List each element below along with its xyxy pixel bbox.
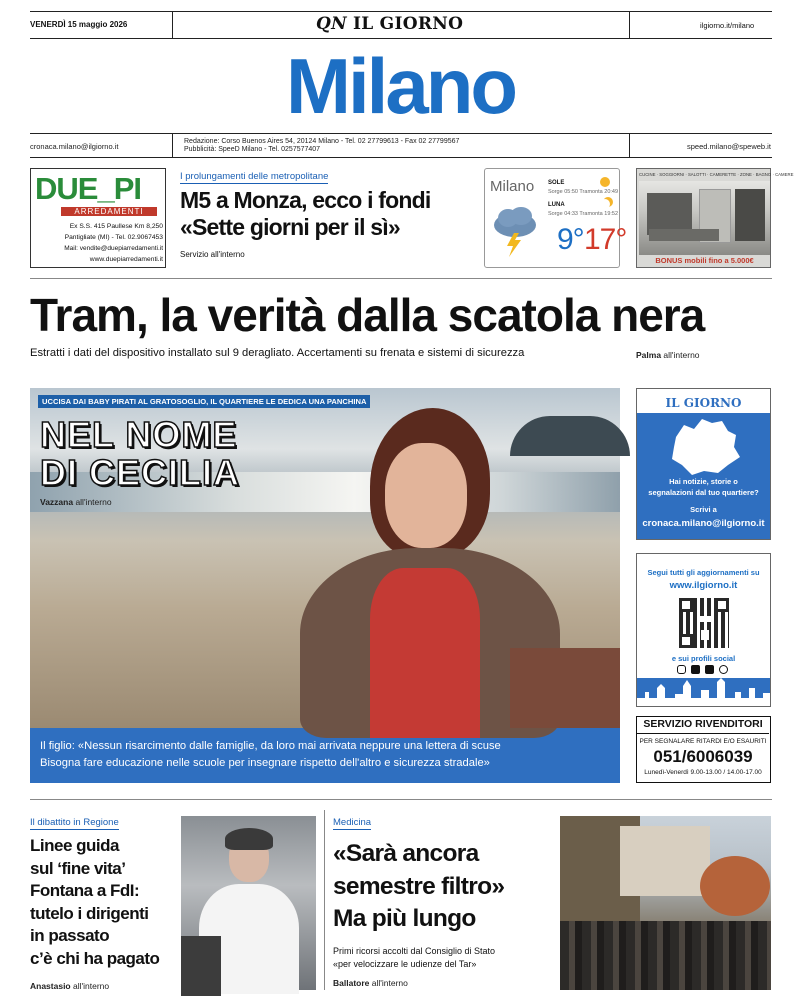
bottom-right-sub-line1: Primi ricorsi accolti dal Consiglio di Stato bbox=[333, 945, 496, 956]
sole-label: SOLE bbox=[548, 180, 565, 186]
redazione-line2: Pubblicità: SpeeD Milano - Tel. 0257577407 bbox=[184, 146, 321, 153]
promo-social[interactable] bbox=[636, 553, 771, 707]
bottom-right-kicker: Medicina bbox=[333, 817, 372, 828]
email-right[interactable]: speed.milano@speweb.it bbox=[687, 142, 771, 151]
top-story-kicker: I prolungamenti delle metropolitane bbox=[180, 171, 329, 182]
feature-caption-line1: Il figlio: «Nessun risarcimento dalle famiglie, da loro mai arrivata neppure una lettera di scuse bbox=[40, 740, 501, 752]
masthead-title: Milano bbox=[286, 42, 515, 130]
social-icons bbox=[677, 665, 737, 675]
duepi-line: Pantigliate (MI) - Tel. 02.9067453 bbox=[64, 234, 163, 241]
main-byline bbox=[636, 350, 700, 360]
facebook-icon[interactable] bbox=[691, 665, 700, 674]
promo-giorno[interactable] bbox=[636, 388, 771, 540]
bottom-left-headline[interactable] bbox=[30, 835, 175, 970]
sun-icon bbox=[600, 177, 610, 187]
promo-text3: Scrivi a bbox=[690, 505, 717, 514]
kitchen-ad-text: CUCINE · SOGGIORNI · SALOTTI · CAMERETTE · ZONE · BAGNO · CAMERE bbox=[639, 172, 794, 177]
brand-qn: QN bbox=[316, 14, 347, 34]
ad-duepi[interactable] bbox=[30, 168, 166, 268]
temp-max: 17° bbox=[584, 223, 627, 256]
social-site[interactable]: www.ilgiorno.it bbox=[669, 580, 738, 591]
weather-city: Milano bbox=[490, 178, 535, 195]
headline-line: semestre filtro» bbox=[333, 872, 505, 900]
bottom-right-sub-line2: «per velocizzare le udienze del Tar» bbox=[333, 958, 477, 969]
duepi-line: Ex S.S. 415 Paullese Km 8,250 bbox=[69, 223, 163, 230]
top-story-footer: Servizio all'interno bbox=[180, 250, 245, 259]
main-byline-name: Palma bbox=[636, 350, 662, 360]
headline-line: in passato bbox=[30, 926, 110, 945]
feature-title-line1: NEL NOME bbox=[40, 414, 238, 455]
feature-byline-rest: all'interno bbox=[73, 497, 112, 507]
instagram-icon[interactable] bbox=[677, 665, 686, 674]
bottom-right-story[interactable] bbox=[333, 812, 553, 988]
bottom-right-headline[interactable] bbox=[333, 838, 553, 936]
rivenditori-box[interactable] bbox=[636, 716, 771, 783]
brand-logo[interactable] bbox=[316, 14, 463, 34]
top-story-headline[interactable]: M5 a Monza, ecco i fondi «Sette giorni per il sì» bbox=[180, 187, 431, 240]
luna-label: LUNA bbox=[548, 202, 565, 208]
main-byline-rest: all'interno bbox=[661, 350, 700, 360]
rivenditori-phone[interactable]: 051/6006039 bbox=[653, 747, 753, 766]
promo-brand: IL GIORNO bbox=[665, 396, 742, 410]
kitchen-photo bbox=[639, 181, 770, 255]
milano-map-icon bbox=[664, 415, 744, 477]
bottom-right-byline-name: Ballatore bbox=[333, 977, 370, 988]
headline-line: sul ‘fine vita’ bbox=[30, 858, 126, 878]
duepi-logo: DUE_PI bbox=[35, 171, 141, 206]
headline-line: «Sarà ancora bbox=[333, 840, 479, 867]
bottom-left-byline-name: Anastasio bbox=[30, 981, 71, 991]
feature-byline bbox=[40, 497, 112, 507]
tiktok-icon[interactable] bbox=[705, 665, 714, 674]
luna-times: Sorge 04:33 Tramonta 19:52 bbox=[548, 211, 619, 217]
top-story[interactable] bbox=[180, 166, 475, 259]
ad-kitchen[interactable] bbox=[636, 168, 794, 268]
headline-line: Ma più lungo bbox=[333, 905, 476, 932]
students-photo bbox=[560, 816, 771, 990]
feature-byline-name: Vazzana bbox=[40, 497, 74, 507]
rivenditori-title: SERVIZIO RIVENDITORI bbox=[643, 718, 763, 730]
rivenditori-hours: Lunedì-Venerdì 9.00-13.00 / 14.00-17.00 bbox=[644, 769, 762, 776]
headline-line: c’è chi ha pagato bbox=[30, 948, 160, 968]
duepi-subtitle: ARREDAMENTI bbox=[61, 207, 157, 216]
temp-min: 9° bbox=[557, 223, 584, 256]
feature-kicker: UCCISA DAI BABY PIRATI AL GRATOSOGLIO, IL QUARTIERE LE DEDICA UNA PANCHINA bbox=[38, 395, 370, 408]
threads-icon[interactable] bbox=[719, 665, 728, 674]
feature-story[interactable] bbox=[30, 388, 620, 783]
skyline-icon bbox=[637, 678, 770, 706]
bottom-left-byline bbox=[30, 981, 175, 991]
headline-line: Fontana a FdI: bbox=[30, 881, 140, 900]
sole-times: Sorge 05:50 Tramonta 20:49 bbox=[548, 189, 619, 195]
promo-text2: segnalazioni dal tuo quartiere? bbox=[648, 488, 759, 497]
promo-text1: Hai notizie, storie o bbox=[669, 477, 738, 486]
main-subhead: Estratti i dati del dispositivo installato sul 9 deragliato. Accertamenti su frenata e sistemi di sicurezza bbox=[30, 347, 525, 359]
headline-line: tutelo i dirigenti bbox=[30, 903, 149, 923]
bottom-left-story[interactable] bbox=[30, 812, 175, 991]
headline-line: Linee guida bbox=[30, 836, 119, 855]
storm-cloud-icon bbox=[490, 205, 540, 257]
site-link[interactable]: ilgiorno.it/milano bbox=[700, 21, 755, 30]
bottom-left-kicker: Il dibattito in Regione bbox=[30, 817, 119, 828]
main-headline[interactable]: Tram, la verità dalla scatola nera bbox=[30, 289, 705, 341]
weather-widget bbox=[484, 168, 627, 268]
rivenditori-line1: PER SEGNALARE RITARDI E/O ESAURITI bbox=[639, 738, 767, 745]
redazione-line1: Redazione: Corso Buenos Aires 54, 20124 Milano - Tel. 02 27799613 - Fax 02 27799567 bbox=[184, 138, 460, 145]
issue-date: VENERDÌ 15 maggio 2026 bbox=[30, 20, 128, 29]
bottom-right-byline bbox=[333, 978, 553, 988]
moon-icon bbox=[600, 199, 610, 209]
brand-name: IL GIORNO bbox=[352, 14, 464, 34]
bottom-right-byline-rest: all'interno bbox=[369, 977, 408, 988]
social-text2: e sui profili social bbox=[671, 654, 736, 663]
duepi-line: Mail: vendite@duepiarredamenti.it bbox=[64, 245, 163, 252]
fontana-photo bbox=[181, 816, 316, 990]
social-text1: Segui tutti gli aggiornamenti su bbox=[647, 568, 760, 577]
feature-title-line2: DI CECILIA bbox=[40, 452, 241, 493]
email-left[interactable]: cronaca.milano@ilgiorno.it bbox=[30, 142, 119, 151]
promo-blue-panel bbox=[637, 413, 770, 539]
bottom-left-byline-rest: all'interno bbox=[70, 981, 110, 991]
promo-email[interactable]: cronaca.milano@ilgiorno.it bbox=[642, 518, 765, 529]
bonus-banner: BONUS mobili fino a 5.000€ bbox=[655, 256, 754, 265]
feature-caption-line2: Bisogna fare educazione nelle scuole per insegnare rispetto dell'altro e sicurezza stradale» bbox=[40, 757, 490, 769]
duepi-line: www.duepiarredamenti.it bbox=[89, 256, 163, 263]
qr-code-icon[interactable] bbox=[679, 598, 729, 648]
